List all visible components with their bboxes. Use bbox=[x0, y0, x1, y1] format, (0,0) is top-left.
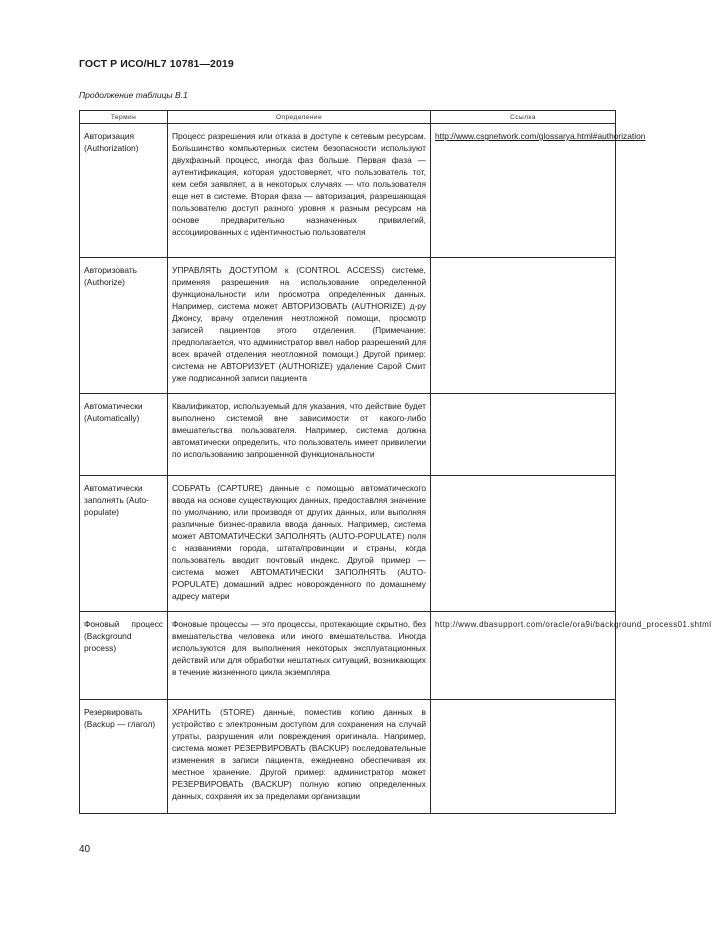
table-row bbox=[80, 258, 616, 394]
column-header-term: Термин bbox=[80, 111, 168, 124]
column-header-reference: Ссылка bbox=[431, 111, 616, 124]
reference-cell bbox=[431, 476, 616, 612]
definition-cell: СОБРАТЬ (CAPTURE) данные с помощью автоматического ввода на основе существующих данных, предоставляя значение по умолчанию, или производя от других данных, или выполняя различные бизнес-правила ввода данных. Например, система может АВТОМАТИЧЕСКИ ЗАПОЛНЯТЬ (AUTO-POPULATE) поля с названиями города, штата/провинции и страны, когда пользователь вводит почтовый индекс. Другой пример — система может АВТОМАТИЧЕСКИ ЗАПОЛНЯТЬ (AUTO-POPULATE) домашний адрес новорожденного по домашнему адресу матери bbox=[168, 476, 431, 612]
table-row bbox=[80, 124, 616, 258]
term-cell: Резервировать (Backup — глагол) bbox=[80, 700, 168, 814]
term-cell: Авторизовать (Authorize) bbox=[80, 258, 168, 394]
reference-link[interactable]: http://www.csgnetwork.com/glossarya.html#authorization bbox=[435, 131, 646, 141]
column-header-definition: Определение bbox=[168, 111, 431, 124]
definition-cell: Квалификатор, используемый для указания, что действие будет выполнено системой вне зависимости от какого-либо вмешательства пользователя. Например, система должна автоматически определить, что пользователь имеет привилегии по использованию запрошенной функциональности bbox=[168, 394, 431, 476]
reference-cell bbox=[431, 700, 616, 814]
table-caption: Продолжение таблицы В.1 bbox=[79, 90, 188, 100]
table-row bbox=[80, 476, 616, 612]
page-number: 40 bbox=[79, 844, 91, 855]
definition-cell: ХРАНИТЬ (STORE) данные, поместив копию данных в устройство с электронным доступом для сохранения на случай утраты, разрушения или повреждения оригинала. Например, система может РЕЗЕРВИРОВАТЬ (BACKUP) последовательные изменения в записи пациента, ежедневно обеспечивая их местное хранение. Другой пример: администратор может РЕЗЕРВИРОВАТЬ (BACKUP) полную копию определенных данных, сохраняя их за пределами организации bbox=[168, 700, 431, 814]
reference-text: http://www.dbasupport.com/oracle/ora9i/background_process01.shtml bbox=[435, 620, 712, 629]
terms-table bbox=[79, 110, 712, 814]
document-header: ГОСТ Р ИСО/HL7 10781—2019 bbox=[79, 58, 234, 70]
reference-cell bbox=[431, 258, 616, 394]
table-row bbox=[80, 394, 616, 476]
reference-cell bbox=[431, 394, 616, 476]
table-row bbox=[80, 700, 616, 814]
reference-cell bbox=[431, 124, 646, 258]
table-row bbox=[80, 612, 616, 700]
definition-cell: Фоновые процессы — это процессы, протекающие скрытно, без вмешательства человека или иного вмешательства. Иногда используются для выполнения некоторых эксплуатационных действий или для обработки нештатных ситуаций, возникающих в течение жизненного цикла экземпляра bbox=[168, 612, 431, 700]
term-cell: Авторизация (Authorization) bbox=[80, 124, 168, 258]
term-cell: Фоновый процесс (Background process) bbox=[80, 612, 168, 700]
term-cell: Автоматически (Automatically) bbox=[80, 394, 168, 476]
definition-cell: УПРАВЛЯТЬ ДОСТУПОМ к (CONTROL ACCESS) системе, применяя разрешения на использование определенной функциональности или просмотра определенных данных. Например, система может АВТОРИЗОВАТЬ (AUTHORIZE) д-ру Джонсу, врачу отделения неотложной помощи, просмотр записей пациентов этого отделения. (Примечание: предполагается, что администратор ввел набор разрешений для всех врачей отделения неотложной помощи.) Другой пример: система не АВТОРИЗУЕТ (AUTHORIZE) удаление Сарой Смит уже подписанной записи пациента bbox=[168, 258, 431, 394]
table-header-row bbox=[80, 111, 616, 124]
term-cell: Автоматически заполнять (Auto-populate) bbox=[80, 476, 168, 612]
reference-cell bbox=[431, 612, 712, 700]
definition-cell: Процесс разрешения или отказа в доступе к сетевым ресурсам. Большинство компьютерных систем безопасности используют двухфазный процесс, иногда фаз больше. Первая фаза — аутентификация, которая удостоверяет, что пользователь тот, кем себя заявляет, а в некоторых случаях — что пользователя еще нет в системе. Вторая фаза — авторизация, разрешающая пользователю доступ разного уровня к разным ресурсам на основе предварительно назначенных привилегий, ассоциированных с идентичностью пользователя bbox=[168, 124, 431, 258]
